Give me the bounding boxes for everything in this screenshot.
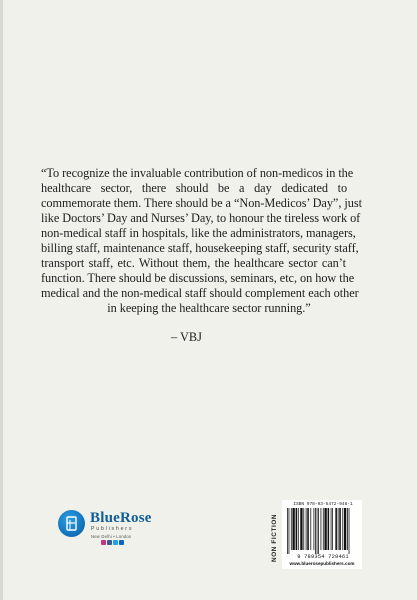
barcode-bar	[291, 508, 292, 550]
barcode-bar	[298, 508, 299, 550]
blurb-quote	[41, 166, 377, 316]
quote-line: non-medical staff in hospitals, like the administrators, managers,	[41, 226, 356, 240]
quote-attribution: – VBJ	[171, 330, 202, 344]
barcode-bar	[347, 508, 348, 550]
social-icons	[101, 540, 125, 546]
publisher-logo	[58, 508, 218, 548]
barcode-bar	[306, 508, 307, 550]
barcode-bar	[303, 508, 304, 550]
barcode-bar	[324, 508, 326, 550]
barcode-image	[287, 508, 357, 554]
quote-line: billing staff, maintenance staff, housekeeping staff, security staff,	[41, 241, 359, 255]
instagram-icon	[101, 540, 106, 545]
quote-line: commemorate them. There should be a “Non-Medicos’ Day”, just	[41, 196, 362, 210]
twitter-icon	[113, 540, 118, 545]
quote-line: medical and the non-medical staff should complement each other	[41, 286, 359, 300]
barcode-bar	[314, 508, 315, 550]
quote-line: transport staff, etc. Without them, the healthcare sector can’t	[41, 256, 346, 270]
barcode-bar	[338, 508, 339, 550]
genre-label: NON FICTION	[271, 513, 278, 562]
publisher-tagline: Publishers	[91, 526, 134, 532]
facebook-icon	[107, 540, 112, 545]
barcode-bar	[339, 508, 341, 550]
quote-line: function. There should be discussions, seminars, etc, on how the	[41, 271, 355, 285]
barcode-block	[282, 500, 362, 569]
barcode-bar	[292, 508, 294, 550]
barcode-bar	[317, 508, 318, 554]
quote-line: in keeping the healthcare sector running.”	[107, 301, 311, 315]
barcode-bar	[307, 508, 309, 550]
quote-line: “To recognize the invaluable contribution of non-medicos in the	[41, 166, 354, 180]
barcode-bar	[349, 508, 350, 554]
barcode-bar	[289, 508, 290, 554]
barcode-bar	[310, 508, 311, 550]
barcode-bar	[331, 508, 332, 550]
barcode-bar	[332, 508, 333, 550]
spine-edge	[0, 0, 3, 600]
publisher-name: BlueRose	[90, 510, 152, 526]
isbn-text: ISBN 978-93-5472-946-1	[293, 502, 353, 507]
bluerose-logo-icon	[58, 510, 85, 537]
barcode-bar	[321, 508, 322, 550]
barcode-bar	[296, 508, 298, 550]
barcode-bar	[300, 508, 302, 550]
linkedin-icon	[119, 540, 124, 545]
barcode-bar	[318, 508, 319, 554]
barcode-bar	[323, 508, 324, 550]
ean-digits: 9 789354 729461	[297, 554, 349, 560]
barcode-bar	[342, 508, 343, 550]
barcode-bar	[328, 508, 330, 550]
publisher-website: www.bluerosepublishers.com	[289, 561, 355, 566]
barcode-bar	[335, 508, 337, 550]
quote-line: healthcare sector, there should be a day dedicated to	[41, 181, 348, 195]
quote-line: like Doctors’ Day and Nurses’ Day, to honour the tireless work of	[41, 211, 361, 225]
barcode-bar	[287, 508, 288, 554]
barcode-bar	[315, 508, 316, 554]
barcode-bar	[344, 508, 346, 550]
publisher-cities: New Delhi • London	[91, 534, 132, 539]
